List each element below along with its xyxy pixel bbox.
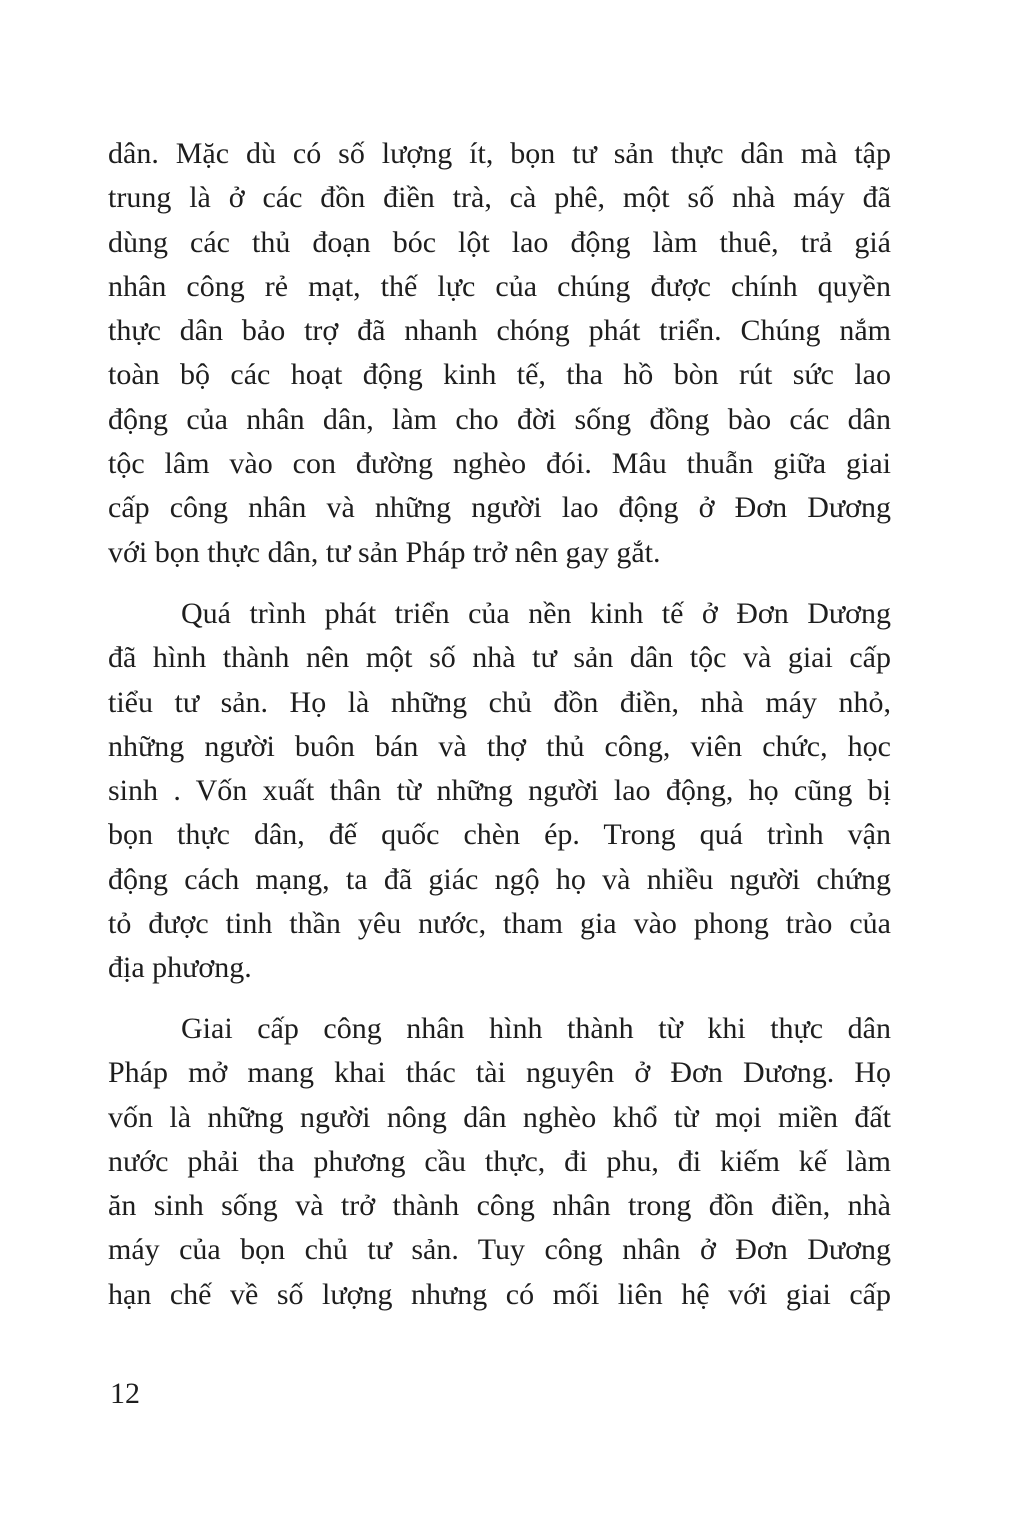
text-line: sinh . Vốn xuất thân từ những người lao động, họ cũng bị bbox=[108, 774, 891, 808]
text-line: hạn chế về số lượng nhưng có mối liên hệ với giai cấp bbox=[108, 1277, 891, 1311]
text-line: tỏ được tinh thần yêu nước, tham gia vào phong trào của bbox=[108, 907, 891, 941]
text-line: tiểu tư sản. Họ là những chủ đồn điền, nhà máy nhỏ, bbox=[108, 685, 891, 719]
text-line: bọn thực dân, đế quốc chèn ép. Trong quá trình vận bbox=[108, 818, 891, 852]
paragraph-1 bbox=[108, 132, 891, 575]
text-line: Giai cấp công nhân hình thành từ khi thực dân bbox=[181, 1012, 891, 1045]
text-line: nhân công rẻ mạt, thế lực của chúng được chính quyền bbox=[108, 269, 891, 303]
paragraph-2 bbox=[108, 592, 891, 991]
text-line: trung là ở các đồn điền trà, cà phê, một số nhà máy đã bbox=[108, 181, 891, 215]
text-line: địa phương. bbox=[108, 951, 252, 985]
text-line: máy của bọn chủ tư sản. Tuy công nhân ở Đơn Dương bbox=[108, 1233, 891, 1267]
text-line: dùng các thủ đoạn bóc lột lao động làm thuê, trả giá bbox=[108, 225, 891, 259]
page-number: 12 bbox=[110, 1377, 140, 1410]
text-line: toàn bộ các hoạt động kinh tế, tha hồ bòn rút sức lao bbox=[108, 358, 891, 392]
text-line: những người buôn bán và thợ thủ công, viên chức, học bbox=[108, 729, 891, 763]
text-line: dân. Mặc dù có số lượng ít, bọn tư sản thực dân mà tập bbox=[108, 137, 891, 170]
text-line: vốn là những người nông dân nghèo khổ từ mọi miền đất bbox=[108, 1100, 891, 1134]
text-line: cấp công nhân và những người lao động ở Đơn Dương bbox=[108, 491, 891, 525]
text-line: động cách mạng, ta đã giác ngộ họ và nhiều người chứng bbox=[108, 862, 891, 896]
text-line: Quá trình phát triển của nền kinh tế ở Đơn Dương bbox=[181, 597, 891, 630]
paragraph-3 bbox=[108, 1007, 891, 1317]
text-line: nước phải tha phương cầu thực, đi phu, đi kiếm kế làm bbox=[108, 1144, 891, 1178]
text-line: ăn sinh sống và trở thành công nhân trong đồn điền, nhà bbox=[108, 1189, 891, 1223]
text-line: đã hình thành nên một số nhà tư sản dân tộc và giai cấp bbox=[108, 641, 891, 675]
text-line: Pháp mở mang khai thác tài nguyên ở Đơn Dương. Họ bbox=[108, 1056, 891, 1090]
text-line: tộc lâm vào con đường nghèo đói. Mâu thuẫn giữa giai bbox=[108, 447, 891, 481]
text-line: thực dân bảo trợ đã nhanh chóng phát triển. Chúng nắm bbox=[108, 314, 891, 348]
text-line: động của nhân dân, làm cho đời sống đồng bào các dân bbox=[108, 402, 891, 436]
text-line: với bọn thực dân, tư sản Pháp trở nên gay gắt. bbox=[108, 535, 661, 569]
